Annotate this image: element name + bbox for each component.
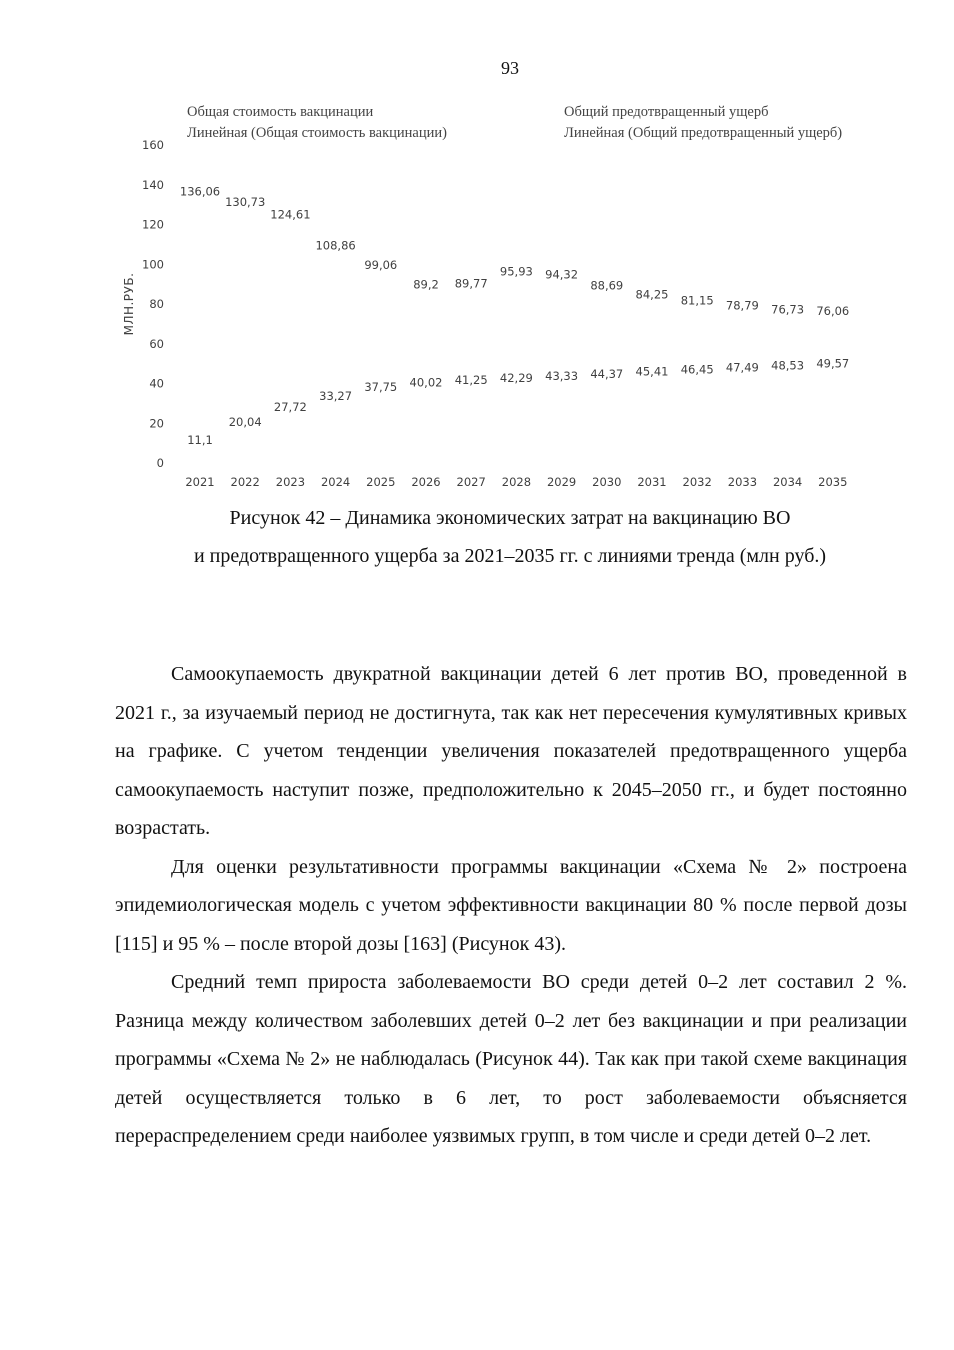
- x-tick-label: 2028: [501, 475, 532, 489]
- data-label: 42,29: [499, 370, 533, 385]
- x-tick-label: 2034: [772, 475, 803, 489]
- y-axis: [122, 138, 164, 470]
- legend-entry: Общая стоимость вакцинации: [187, 104, 374, 120]
- data-label: 33,27: [319, 388, 353, 403]
- y-tick-label: 80: [149, 297, 164, 311]
- legend-entry: Общий предотвращенный ущерб: [564, 104, 769, 120]
- data-label: 41,25: [454, 373, 488, 388]
- line-chart: [0, 90, 954, 500]
- chart-legend: [187, 104, 842, 141]
- page-number: 93: [501, 58, 519, 78]
- data-label: 88,69: [590, 278, 624, 293]
- x-tick-label: 2023: [275, 475, 306, 489]
- data-label: 76,06: [816, 303, 850, 318]
- data-label: 47,49: [725, 360, 759, 375]
- data-label: 43,33: [545, 368, 579, 383]
- data-label: 89,77: [454, 276, 488, 291]
- data-label: 44,37: [590, 366, 624, 381]
- data-label: 84,25: [635, 287, 669, 302]
- data-label: 11,1: [187, 432, 213, 447]
- x-tick-label: 2029: [546, 475, 577, 489]
- y-tick-label: 60: [149, 336, 164, 351]
- data-label: 81,15: [680, 293, 714, 308]
- data-label: 46,45: [680, 362, 714, 377]
- figure-caption-line1: Рисунок 42 – Динамика экономических затрат на вакцинацию ВО: [229, 507, 791, 529]
- legend-entry: Линейная (Общая стоимость вакцинации): [187, 125, 447, 141]
- x-tick-label: 2030: [592, 475, 622, 489]
- data-label: 108,86: [315, 238, 356, 253]
- y-tick-label: 100: [142, 257, 164, 272]
- data-label: 124,61: [270, 207, 311, 222]
- x-tick-label: 2022: [230, 475, 260, 489]
- x-tick-label: 2025: [366, 475, 396, 489]
- figure-caption-line2: и предотвращенного ущерба за 2021–2035 гг. с линиями тренда (млн руб.): [193, 545, 827, 567]
- x-tick-label: 2024: [320, 475, 351, 489]
- data-label: 37,75: [364, 379, 398, 394]
- data-label: 48,53: [771, 358, 805, 373]
- body-text: [115, 655, 907, 1156]
- legend-entry: Линейная (Общий предотвращенный ущерб): [564, 125, 843, 141]
- x-tick-label: 2033: [727, 475, 758, 489]
- data-label: 45,41: [635, 364, 669, 379]
- paragraph-1: Самоокупаемость двукратной вакцинации детей 6 лет против ВО, проведенной в 2021 г., за изучаемый период не достигнута, так как нет пересечения кумулятивных кривых на графике. С учетом тенденции увеличения показателей предотвращенного ущерба самоокупаемость наступит позже, предположительно к 2045–2050 гг., и будет постоянно возрастать.: [115, 663, 907, 839]
- x-tick-label: 2026: [411, 475, 441, 489]
- x-axis: [185, 475, 847, 489]
- x-tick-label: 2027: [456, 475, 486, 489]
- data-label: 95,93: [499, 264, 533, 279]
- y-axis-label: МЛН.РУБ.: [122, 272, 136, 336]
- y-tick-label: 0: [156, 456, 164, 470]
- data-label: 78,79: [725, 298, 759, 313]
- paragraph-2: Для оценки результативности программы вакцинации «Схема № 2» построена эпидемиологическая модель с учетом эффективности вакцинации 80 % после первой дозы [115] и 95 % – после второй дозы [163] (Рисунок 43).: [115, 855, 907, 955]
- data-label: 130,73: [225, 195, 266, 210]
- y-tick-label: 120: [142, 217, 164, 232]
- data-label: 76,73: [771, 302, 805, 317]
- paragraph-3: Средний темп прироста заболеваемости ВО среди детей 0–2 лет составил 2 %. Разница между количеством заболевших детей 0–2 лет без вакцинации и при реализации программы «Схема № 2» не наблюдалась (Рисунок 44). Так как при такой схеме вакцинация детей осуществляется только в 6 лет, то рост заболеваемости объясняется перераспределением среди наиболее уязвимых групп, в том числе и среди детей 0–2 лет.: [115, 971, 907, 1147]
- data-label: 27,72: [273, 399, 307, 414]
- data-label: 40,02: [409, 375, 443, 390]
- x-tick-label: 2031: [637, 475, 667, 489]
- series-data-labels: [180, 185, 849, 447]
- y-tick-label: 40: [149, 376, 164, 391]
- y-tick-label: 140: [142, 177, 164, 192]
- data-label: 94,32: [545, 267, 579, 282]
- data-label: 89,2: [413, 277, 439, 292]
- x-tick-label: 2032: [682, 475, 712, 489]
- y-tick-label: 20: [149, 416, 164, 431]
- data-label: 20,04: [228, 415, 262, 430]
- data-label: 99,06: [364, 258, 398, 273]
- x-tick-label: 2021: [185, 475, 215, 489]
- y-tick-label: 160: [142, 138, 164, 152]
- x-tick-label: 2035: [818, 475, 848, 489]
- data-label: 49,57: [816, 356, 850, 371]
- data-label: 136,06: [179, 184, 221, 199]
